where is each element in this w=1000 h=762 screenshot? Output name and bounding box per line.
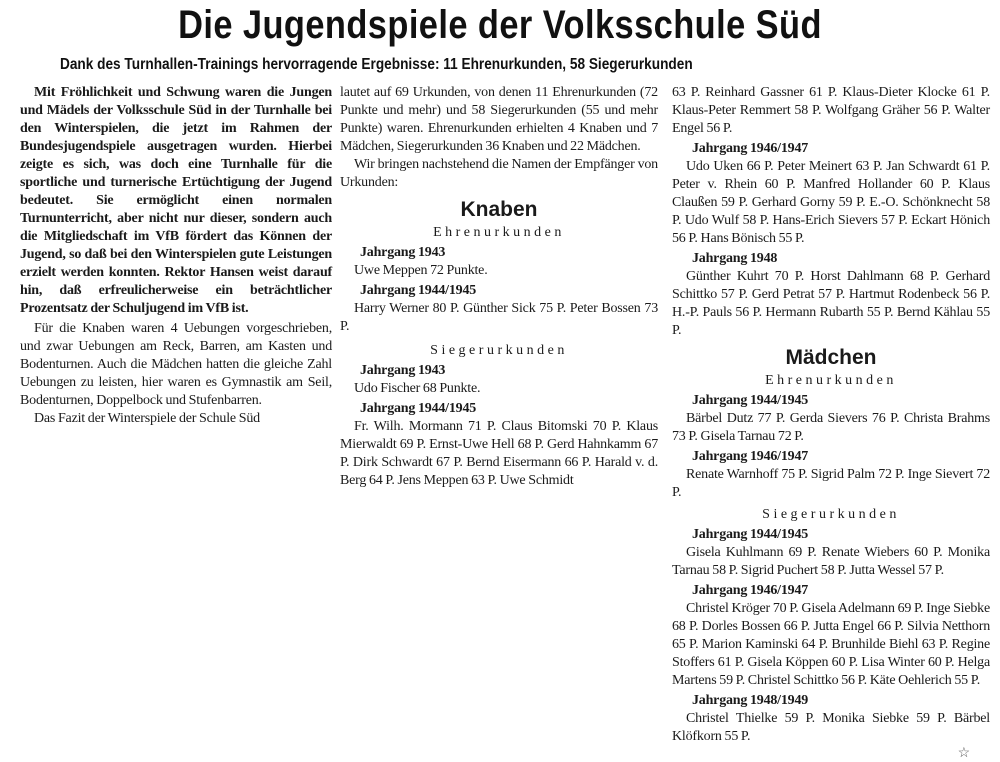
jahrgang-heading: Jahrgang 1943 [360,363,446,378]
jahrgang-heading: Jahrgang 1943 [360,245,446,260]
names-list-cont: 63 P. Reinhard Gassner 61 P. Klaus-Dieter Klocke 61 P. Klaus-Peter Remmert 58 P. Wolfgang Gräher 56 P. Walter Engel 56 P. [672,85,990,136]
knaben-sieger-heading: Siegerurkunden [430,343,568,358]
jahrgang-heading: Jahrgang 1944/1945 [692,527,809,542]
maedchen-ehren-heading: Ehrenurkunden [765,373,897,388]
maedchen-heading: Mädchen [785,346,877,369]
names-list: Udo Fischer 68 Punkte. [354,381,481,396]
exercises-paragraph: Für die Knaben waren 4 Uebungen vorgeschrieben, und zwar Uebungen am Reck, Barren, am Kasten und Bodenturnen. Auch die Mädchen hatten die gleiche Zahl Uebungen zu leisten, hier waren es Gymnastik am Seil, Bodenturnen, Doppelbock und Stufenbarren. [20,321,332,408]
end-star-icon: ☆ [957,746,970,761]
names-list: Fr. Wilh. Mormann 71 P. Claus Bitomski 70 P. Klaus Mierwaldt 69 P. Ernst-Uwe Hell 68 P. Gerd Hahnkamm 67 P. Dirk Schwardt 67 P. Bernd Eisermann 66 P. Harald v. d. Berg 64 P. Jens Meppen 63 P. Uwe Schmidt [340,419,658,488]
knaben-ehren-heading: Ehrenurkunden [433,225,565,240]
names-list: Gisela Kuhlmann 69 P. Renate Wiebers 60 P. Monika Tarnau 58 P. Sigrid Puchert 58 P. Jutta Wessel 57 P. [672,545,990,578]
names-intro-paragraph: Wir bringen nachstehend die Namen der Empfänger von Urkunden: [340,157,658,190]
jahrgang-heading: Jahrgang 1946/1947 [692,583,809,598]
maedchen-sieger-heading: Siegerurkunden [762,507,900,522]
jahrgang-heading: Jahrgang 1944/1945 [692,393,809,408]
names-list: Christel Thielke 59 P. Monika Siebke 59 P. Bärbel Klöfkorn 55 P. [672,711,990,744]
jahrgang-heading: Jahrgang 1944/1945 [360,283,477,298]
names-list: Bärbel Dutz 77 P. Gerda Sievers 76 P. Christa Brahms 73 P. Gisela Tarnau 72 P. [672,411,990,444]
column-1 [20,84,332,428]
summary-paragraph-cont: lautet auf 69 Urkunden, von denen 11 Ehrenurkunden (72 Punkte und mehr) und 58 Siegerurkunden (55 und mehr Punkte) waren. Ehrenurkunden erhielten 4 Knaben und 7 Mädchen, Siegerurkunden 36 Knaben und 22 Mädchen. [340,85,658,154]
intro-paragraph: Mit Fröhlichkeit und Schwung waren die Jungen und Mädels der Volksschule Süd in der Turnhalle bei den Winterspielen, die jetzt im Rahmen der Bundesjugendspiele ausgetragen wurden. Hierbei zeigte es sich, was doch eine Turnhalle für die sportliche und turnerische Ertüchtigung der Jugend bedeutet. Sie ermöglicht einen normalen Turnunterricht, aber nicht nur dieser, sondern auch die Mitgliedschaft im VfB fördert das Können der Jugend, so daß bei den Winterspielen gute Leistungen erzielt werden konnten. Rektor Hansen weist darauf hin, daß erfreulicherweise ein beträchtlicher Prozentsatz der Schuljugend im VfB ist. [20,85,332,316]
headline-title: Die Jugendspiele der Volksschule Süd [178,3,822,47]
names-list: Günther Kuhrt 70 P. Horst Dahlmann 68 P. Gerhard Schittko 57 P. Gerd Petrat 57 P. Hartmut Rodenbeck 56 P. H.-P. Pauls 56 P. Hermann Rubarth 55 P. Bernd Kählau 55 P. [672,269,990,338]
column-3 [672,84,990,762]
names-list: Uwe Meppen 72 Punkte. [354,263,488,278]
headline-subtitle: Dank des Turnhallen-Trainings hervorragende Ergebnisse: 11 Ehrenurkunden, 58 Siegerurkunden [60,56,693,73]
names-list: Renate Warnhoff 75 P. Sigrid Palm 72 P. Inge Sievert 72 P. [672,467,990,500]
jahrgang-heading: Jahrgang 1948/1949 [692,693,809,708]
names-list: Harry Werner 80 P. Günther Sick 75 P. Peter Bossen 73 P. [340,301,658,334]
jahrgang-heading: Jahrgang 1948 [692,251,778,266]
summary-paragraph-start: Das Fazit der Winterspiele der Schule Süd [34,411,260,426]
jahrgang-heading: Jahrgang 1946/1947 [692,141,809,156]
jahrgang-heading: Jahrgang 1944/1945 [360,401,477,416]
knaben-heading: Knaben [460,198,538,221]
column-2 [340,84,658,490]
names-list: Christel Kröger 70 P. Gisela Adelmann 69 P. Inge Siebke 68 P. Dorles Bossen 66 P. Jutta Engel 66 P. Silvia Netthorn 65 P. Marion Kaminski 64 P. Brunhilde Biehl 63 P. Regine Stoffers 61 P. Gisela Köppen 60 P. Lisa Winter 60 P. Helga Martens 59 P. Christel Schittko 56 P. Käte Oehlerich 55 P. [672,601,990,688]
names-list: Udo Uken 66 P. Peter Meinert 63 P. Jan Schwardt 61 P. Peter v. Rhein 60 P. Manfred Hollander 60 P. Klaus Claußen 59 P. Gerhard Gorny 59 P. E.-O. Schönknecht 58 P. Udo Wulf 58 P. Hans-Erich Sievers 57 P. Eckart Hönich 56 P. Hans Bönisch 55 P. [672,159,990,246]
jahrgang-heading: Jahrgang 1946/1947 [692,449,809,464]
